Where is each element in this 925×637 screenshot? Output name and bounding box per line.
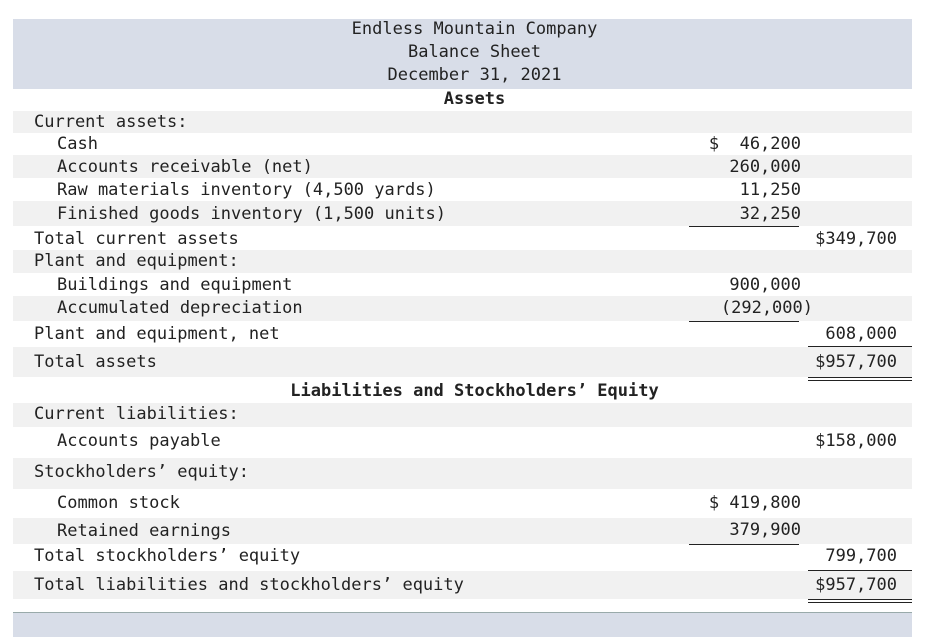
assets-heading-row [13, 89, 912, 111]
row-total: $158,000 [815, 431, 897, 451]
row-label: Common stock [57, 493, 180, 513]
row-label: Current liabilities: [34, 404, 239, 424]
table-row [13, 111, 912, 133]
table-row [13, 458, 912, 489]
statement-date: December 31, 2021 [387, 65, 562, 85]
row-amount: 32,250 [739, 204, 801, 224]
row-label: Total current assets [34, 229, 239, 249]
table-row [13, 273, 912, 296]
row-label: Buildings and equipment [57, 275, 293, 295]
table-row [13, 227, 912, 250]
table-row [13, 322, 912, 347]
table-row [13, 250, 912, 273]
double-underline [808, 599, 912, 603]
table-row [13, 403, 912, 427]
row-amount: $ 419,800 [708, 493, 801, 513]
row-label: Cash [57, 134, 98, 154]
row-label: Accounts payable [57, 431, 221, 451]
company-name: Endless Mountain Company [351, 19, 598, 39]
row-total: $957,700 [815, 575, 897, 595]
table-row [13, 178, 912, 201]
statement-title: Balance Sheet [407, 42, 542, 62]
row-amount: 260,000 [729, 157, 801, 177]
table-row [13, 201, 912, 226]
table-row [13, 427, 912, 458]
row-amount: 900,000 [729, 275, 801, 295]
row-label: Total stockholders’ equity [34, 546, 301, 566]
statement-header [13, 19, 912, 89]
table-row [13, 155, 912, 178]
row-amount: 11,250 [739, 180, 801, 200]
row-label: Retained earnings [57, 521, 231, 541]
row-label: Accumulated depreciation [57, 298, 303, 318]
row-amount: $ 46,200 [708, 134, 801, 154]
row-label: Plant and equipment, net [34, 324, 280, 344]
row-amount: (292,000) [720, 298, 813, 318]
row-label: Raw materials inventory (4,500 yards) [57, 180, 436, 200]
row-total: 799,700 [825, 546, 897, 566]
table-row [13, 347, 912, 377]
table-row [13, 489, 912, 518]
table-row [13, 571, 912, 599]
row-label: Current assets: [34, 112, 188, 132]
row-label: Stockholders’ equity: [34, 462, 249, 482]
row-label: Plant and equipment: [34, 251, 239, 271]
liabilities-heading-row [13, 381, 912, 403]
row-amount: 379,900 [729, 520, 801, 540]
table-row [13, 518, 912, 544]
row-total: $957,700 [815, 352, 897, 372]
row-label: Finished goods inventory (1,500 units) [57, 204, 446, 224]
row-label: Total assets [34, 352, 157, 372]
table-row [13, 545, 912, 570]
liabilities-equity-heading: Liabilities and Stockholders’ Equity [290, 381, 659, 401]
row-total: $349,700 [815, 229, 897, 249]
assets-heading: Assets [443, 89, 506, 109]
row-label: Total liabilities and stockholders’ equity [34, 575, 464, 595]
row-label: Accounts receivable (net) [57, 157, 313, 177]
footer-bar [13, 612, 912, 637]
table-row [13, 296, 912, 321]
table-row [13, 133, 912, 155]
row-total: 608,000 [825, 324, 897, 344]
